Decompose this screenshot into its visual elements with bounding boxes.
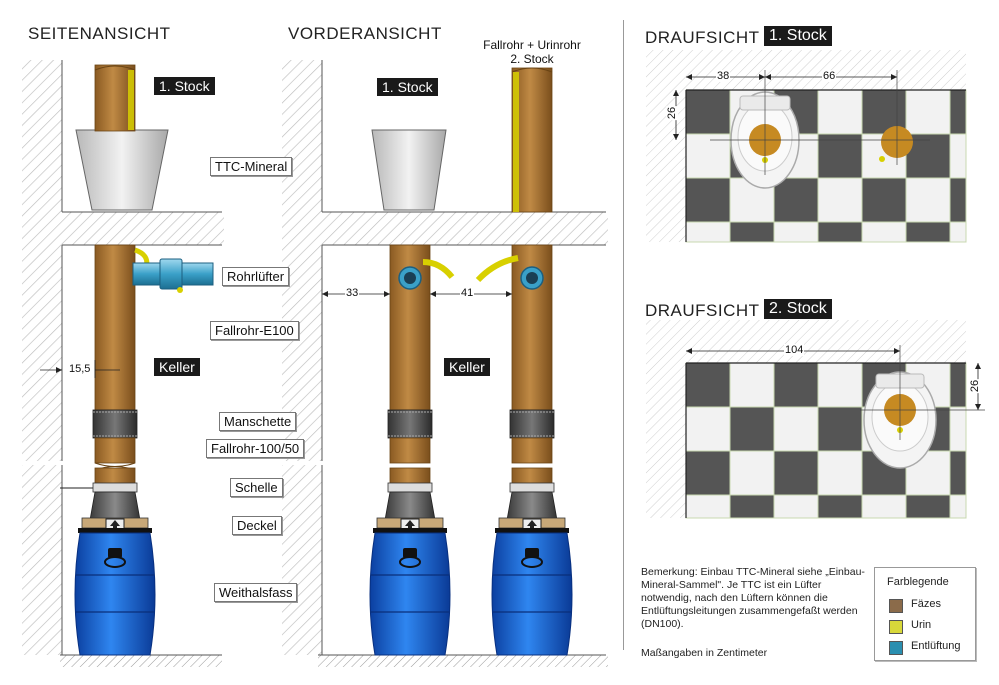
floor-tile bbox=[862, 495, 906, 518]
floor-tile bbox=[730, 495, 774, 518]
floor-tile bbox=[906, 178, 950, 222]
side-keller-tag: Keller bbox=[154, 358, 200, 376]
floor-tile bbox=[774, 495, 818, 518]
floor-tile bbox=[950, 495, 966, 518]
floor-tile bbox=[774, 222, 818, 242]
legend-swatch-entlueftung bbox=[889, 641, 903, 655]
floor-tile bbox=[686, 222, 730, 242]
front-view-heading: VORDERANSICHT bbox=[288, 24, 442, 43]
floor-tile bbox=[686, 407, 730, 451]
floor-tile bbox=[862, 222, 906, 242]
floor-tile bbox=[774, 363, 818, 407]
floor-tile bbox=[730, 363, 774, 407]
fallrohr-urinrohr-label bbox=[470, 38, 594, 66]
color-legend bbox=[874, 567, 976, 661]
floor-tile bbox=[950, 407, 966, 451]
floor-tile bbox=[818, 495, 862, 518]
legend-title: Farblegende bbox=[887, 576, 949, 588]
floor-tile bbox=[686, 134, 730, 178]
label-ttc-mineral: TTC-Mineral bbox=[210, 157, 292, 176]
floor-tile bbox=[818, 134, 862, 178]
legend-label-urin: Urin bbox=[911, 619, 932, 631]
floor-tile bbox=[686, 451, 730, 495]
floor-tile bbox=[818, 222, 862, 242]
top-view-2-stock-tag: 2. Stock bbox=[764, 299, 832, 319]
floor-tile bbox=[774, 451, 818, 495]
label-fallrohr-100-50: Fallrohr-100/50 bbox=[206, 439, 304, 458]
floor-tile bbox=[862, 178, 906, 222]
floor-tile bbox=[774, 178, 818, 222]
legend-swatch-faeces bbox=[889, 599, 903, 613]
top-view-1-heading: DRAUFSICHT bbox=[645, 28, 760, 47]
label-schelle: Schelle bbox=[230, 478, 283, 497]
floor-tile bbox=[686, 495, 730, 518]
section-divider bbox=[623, 20, 624, 650]
legend-swatch-urin bbox=[889, 620, 903, 634]
front-stock1-tag: 1. Stock bbox=[377, 78, 438, 96]
floor-tile bbox=[950, 134, 966, 178]
floor-tile bbox=[818, 407, 862, 451]
floor-tile bbox=[730, 451, 774, 495]
floor-tile bbox=[950, 451, 966, 495]
label-manschette: Manschette bbox=[219, 412, 296, 431]
front-keller-tag: Keller bbox=[444, 358, 490, 376]
dim-front-left: 33 bbox=[346, 287, 359, 299]
label-rohrluefter: Rohrlüfter bbox=[222, 267, 289, 286]
floor-tile bbox=[774, 407, 818, 451]
floor-tile bbox=[818, 178, 862, 222]
floor-tile bbox=[950, 363, 966, 407]
floor-tile bbox=[686, 90, 730, 134]
fallrohr-urinrohr-line2: 2. Stock bbox=[510, 52, 554, 66]
fallrohr-urinrohr-line1: Fallrohr + Urinrohr bbox=[483, 38, 581, 52]
floor-tile bbox=[818, 363, 862, 407]
floor-tile bbox=[686, 178, 730, 222]
floor-tile bbox=[730, 222, 774, 242]
label-weithalsfass: Weithalsfass bbox=[214, 583, 297, 602]
floor-tile bbox=[686, 363, 730, 407]
side-view-heading: SEITENANSICHT bbox=[28, 24, 171, 43]
floor-tile bbox=[906, 495, 950, 518]
floor-tile bbox=[950, 222, 966, 242]
dim-top2-c: 26 bbox=[969, 379, 982, 393]
dim-top1-a: 38 bbox=[717, 70, 730, 82]
floor-tile bbox=[906, 90, 950, 134]
floor-tile bbox=[950, 90, 966, 134]
legend-label-entlueftung: Entlüftung bbox=[911, 640, 961, 652]
units-note: Maßangaben in Zentimeter bbox=[641, 647, 768, 659]
dim-top1-b: 66 bbox=[823, 70, 836, 82]
floor-tile bbox=[818, 90, 862, 134]
label-fallrohr-e100: Fallrohr-E100 bbox=[210, 321, 299, 340]
dim-side-wall: 15,5 bbox=[69, 363, 91, 375]
top-view-1-stock-tag: 1. Stock bbox=[764, 26, 832, 46]
dim-top2-a: 104 bbox=[785, 344, 804, 356]
side-stock1-tag: 1. Stock bbox=[154, 77, 215, 95]
remark-note: Bemerkung: Einbau TTC-Mineral siehe „Einbau-Mineral-Sammel". Je TTC ist ein Lüfter notwendig, nach den Lüftern können die Entlüftungsleitungen zusammengefaßt werden (DN100). bbox=[641, 566, 865, 630]
floor-tile bbox=[818, 451, 862, 495]
dim-top1-c: 26 bbox=[666, 106, 679, 120]
dim-front-between: 41 bbox=[461, 287, 474, 299]
floor-tile bbox=[950, 178, 966, 222]
floor-tile bbox=[906, 222, 950, 242]
legend-label-faeces: Fäzes bbox=[911, 598, 941, 610]
floor-tile bbox=[730, 407, 774, 451]
label-deckel: Deckel bbox=[232, 516, 282, 535]
top-view-2-heading: DRAUFSICHT bbox=[645, 301, 760, 320]
